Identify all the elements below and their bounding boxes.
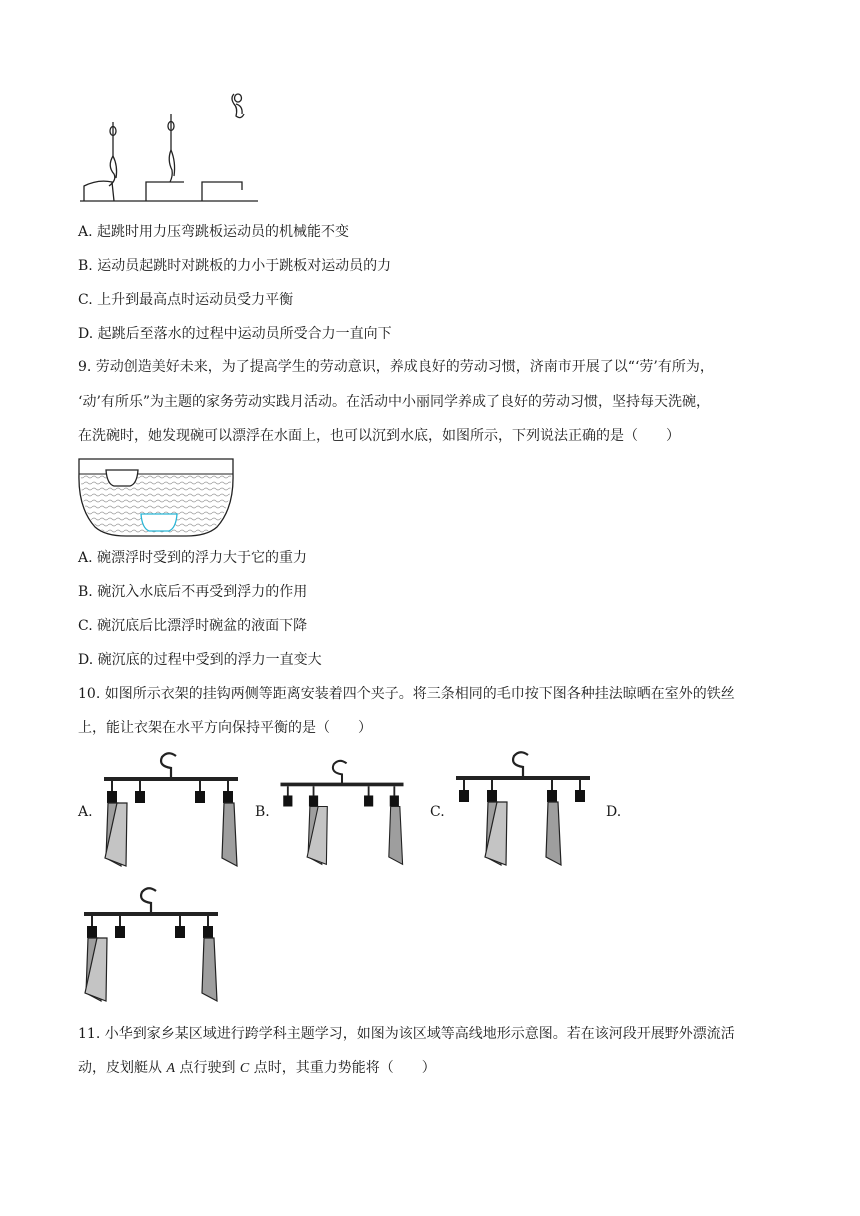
clip: [203, 926, 213, 938]
clip: [547, 790, 557, 802]
diver-pose-2: [168, 114, 175, 182]
q8-option-a: A. 起跳时用力压弯跳板运动员的机械能不变: [78, 224, 350, 240]
q9-stem-line-3: 在洗碗时，她发现碗可以漂浮在水面上，也可以沉到水底，如图所示，下列说法正确的是（ ）: [78, 428, 680, 444]
q9-option-d: D. 碗沉底的过程中受到的浮力一直变大: [78, 652, 322, 668]
sunk-bowl: [141, 514, 177, 531]
q11-stem-line-2: [78, 1058, 436, 1079]
clip: [135, 791, 145, 803]
q10-option-a-label: A.: [78, 804, 93, 820]
clip: [87, 926, 97, 938]
q10-option-c-label: C.: [430, 804, 445, 820]
hanger-hook: [333, 761, 347, 784]
board-3: [202, 182, 242, 201]
towel: [389, 806, 403, 864]
q8-option-d: D. 起跳后至落水的过程中运动员所受合力一直向下: [78, 326, 392, 342]
floating-bowl: [106, 470, 138, 486]
clip: [283, 795, 292, 806]
diver-pose-1: [109, 122, 117, 186]
clip: [487, 790, 497, 802]
q8-option-c: C. 上升到最高点时运动员受力平衡: [78, 292, 294, 308]
q11-text-segment: 点时，其重力势能将（ ）: [249, 1060, 436, 1076]
clip: [115, 926, 125, 938]
clip: [390, 795, 399, 806]
q8-option-b: B. 运动员起跳时对跳板的力小于跳板对运动员的力: [78, 258, 392, 274]
point-c-label: C: [239, 1061, 250, 1076]
hanger-option-d-figure: [76, 882, 226, 1006]
clip: [459, 790, 469, 802]
q10-stem-line-1: 10. 如图所示衣架的挂钩两侧等距离安装着四个夹子。将三条相同的毛巾按下图各种挂法晾晒在室外的铁丝: [78, 686, 735, 702]
q9-stem-line-1: 9. 劳动创造美好未来，为了提高学生的劳动意识，养成良好的劳动习惯，济南市开展了以“‘劳’有所为，: [78, 359, 714, 375]
basin-bowls-figure: [76, 456, 236, 538]
towel: [202, 938, 217, 1001]
springboard-diver-figure: [76, 86, 260, 206]
q9-option-c: C. 碗沉底后比漂浮时碗盆的液面下降: [78, 618, 308, 634]
hanger-hook: [513, 752, 528, 777]
q11-text-segment: 点行驶到: [175, 1060, 240, 1076]
clip: [364, 795, 373, 806]
hanger-option-c-figure: [448, 746, 598, 870]
point-a-label: A: [166, 1061, 176, 1076]
hanger-bar: [280, 783, 403, 787]
board-2: [146, 182, 184, 201]
q10-option-d-label: D.: [606, 804, 622, 820]
clip: [107, 791, 117, 803]
clip: [195, 791, 205, 803]
q9-option-b: B. 碗沉入水底后不再受到浮力的作用: [78, 584, 308, 600]
hanger-bar: [104, 777, 238, 781]
q9-stem-line-2: ‘动’有所乐”为主题的家务劳动实践月活动。在活动中小丽同学养成了良好的劳动习惯，坚持每天洗碗，: [78, 394, 711, 410]
q9-option-a: A. 碗漂浮时受到的浮力大于它的重力: [78, 550, 308, 566]
q10-stem-line-2: 上，能让衣架在水平方向保持平衡的是（ ）: [78, 720, 372, 736]
hanger-option-b-figure: [272, 756, 412, 868]
q11-stem-line-1: 11. 小华到家乡某区域进行跨学科主题学习，如图为该区域等高线地形示意图。若在该河段开展野外漂流活: [78, 1026, 735, 1042]
hanger-hook: [141, 888, 156, 913]
q11-text-segment: 动，皮划艇从: [78, 1060, 167, 1076]
diver-pose-3: [232, 94, 244, 118]
clip: [309, 795, 318, 806]
clip: [223, 791, 233, 803]
clip: [575, 790, 585, 802]
towel: [546, 802, 561, 865]
clip: [175, 926, 185, 938]
bent-board: [84, 181, 114, 201]
hanger-bar: [456, 776, 590, 780]
q10-option-b-label: B.: [255, 804, 270, 820]
hanger-option-a-figure: [96, 748, 246, 870]
hanger-bar: [84, 912, 218, 916]
towel: [222, 803, 237, 866]
hanger-hook: [161, 753, 176, 778]
